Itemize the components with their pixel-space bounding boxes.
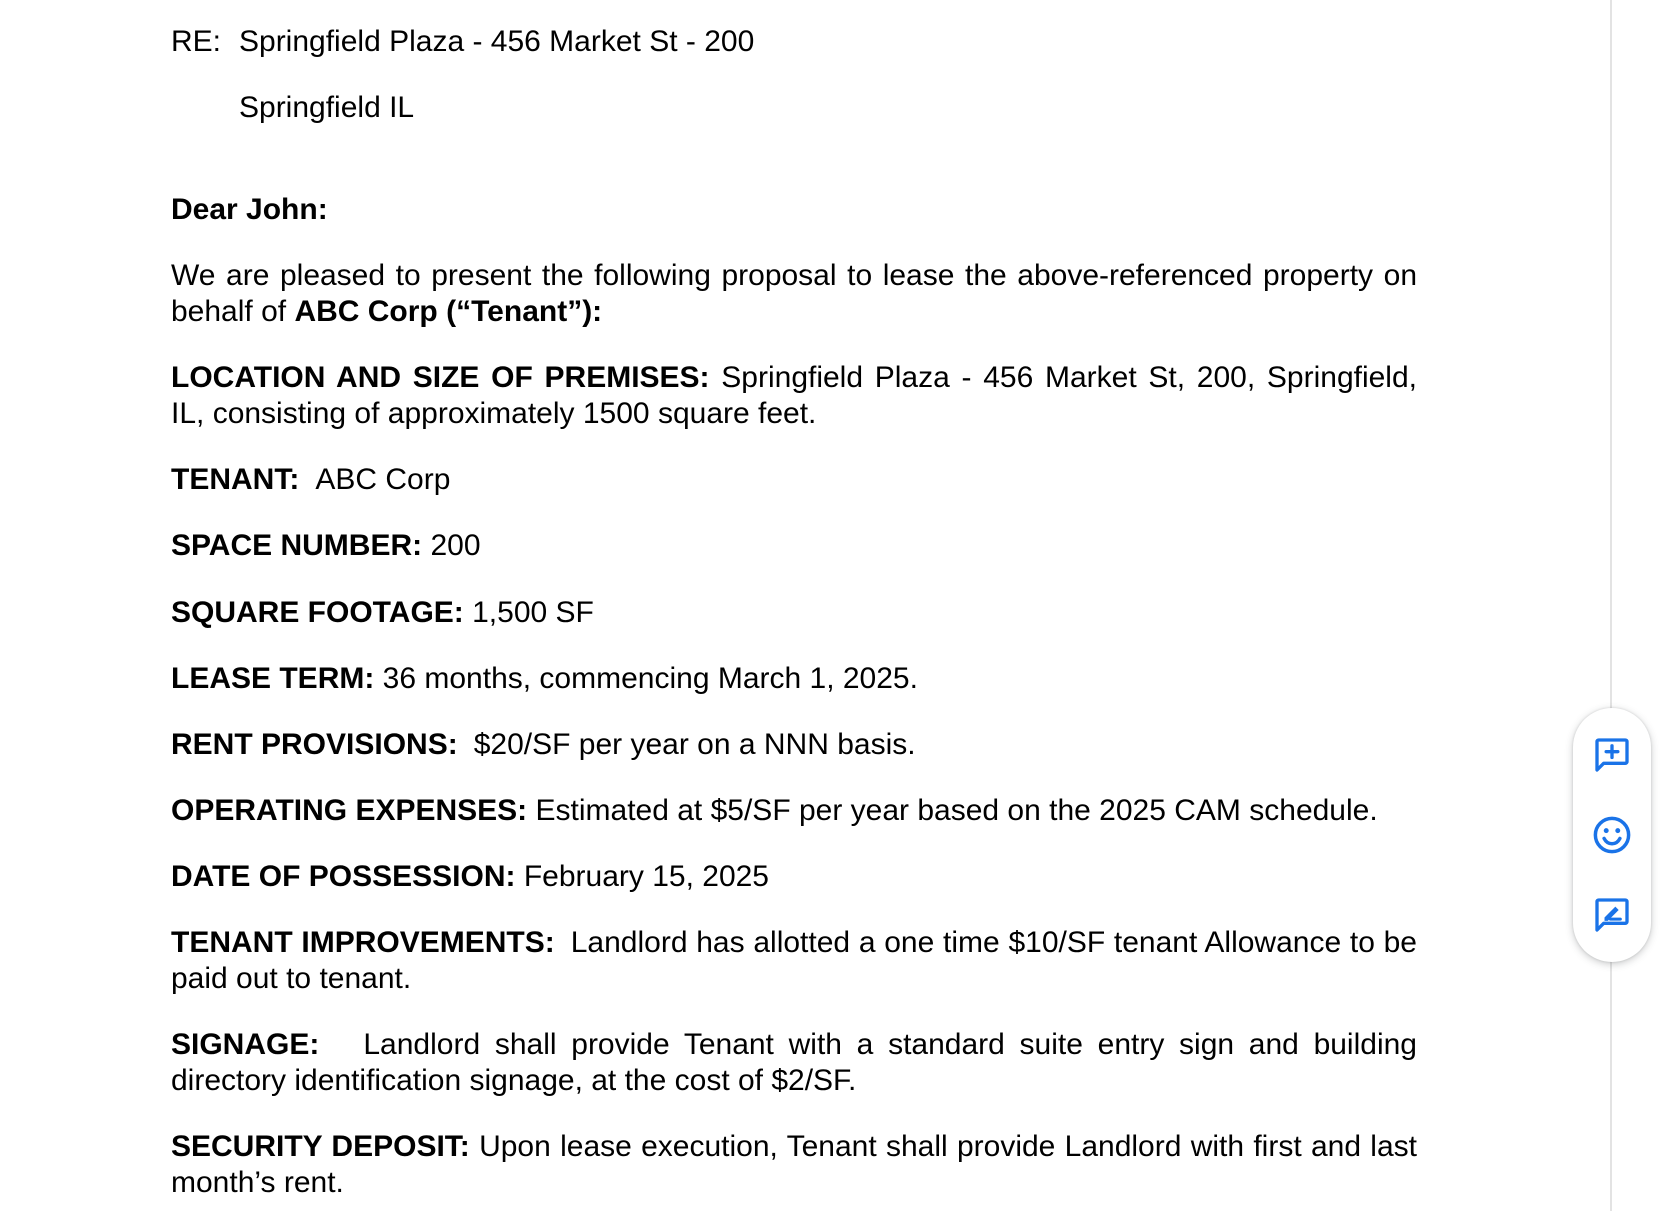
tenant-improvements-paragraph <box>171 925 1417 997</box>
re-label: RE: <box>171 25 222 58</box>
side-action-panel <box>1573 708 1651 962</box>
square-footage-text: 1,500 SF <box>463 596 594 629</box>
intro-text: We are pleased to present the following proposal to lease the above-referenced property on behalf of <box>171 259 1417 328</box>
lease-term-paragraph <box>171 661 1417 697</box>
rent-provisions-paragraph <box>171 727 1417 763</box>
date-of-possession-label: DATE OF POSSESSION: <box>171 860 516 893</box>
tenant-label: TENANT: <box>171 463 300 496</box>
signage-text: Landlord shall provide Tenant with a standard suite entry sign and building directory identification signage, at the cost of $2/SF. <box>171 1028 1417 1097</box>
signage-label: SIGNAGE: <box>171 1028 320 1061</box>
operating-expenses-paragraph <box>171 793 1417 829</box>
location-label: LOCATION AND SIZE OF PREMISES: <box>171 361 710 394</box>
square-footage-paragraph <box>171 595 1417 631</box>
add-comment-icon <box>1592 735 1632 775</box>
date-of-possession-text: February 15, 2025 <box>515 860 769 893</box>
add-emoji-reaction-button[interactable] <box>1584 807 1640 863</box>
rent-provisions-text: $20/SF per year on a NNN basis. <box>473 728 916 761</box>
intro-paragraph <box>171 258 1417 330</box>
security-deposit-text: Upon lease execution, Tenant shall provide Landlord with first and last month’s rent. <box>171 1130 1417 1199</box>
security-deposit-paragraph <box>171 1129 1417 1201</box>
date-of-possession-paragraph <box>171 859 1417 895</box>
square-footage-label: SQUARE FOOTAGE: <box>171 596 464 629</box>
location-paragraph <box>171 360 1417 432</box>
re-property: Springfield Plaza - 456 Market St - 200 <box>239 25 755 58</box>
emoji-reaction-icon <box>1591 814 1633 856</box>
space-number-paragraph <box>171 528 1417 564</box>
operating-expenses-label: OPERATING EXPENSES: <box>171 794 528 827</box>
tenant-text: ABC Corp <box>315 463 451 496</box>
salutation: Dear John: <box>171 193 328 226</box>
space-number-label: SPACE NUMBER: <box>171 529 423 562</box>
document-body[interactable] <box>171 24 1417 1201</box>
space-number-text: 200 <box>422 529 481 562</box>
lease-term-text: 36 months, commencing March 1, 2025. <box>374 662 918 695</box>
re-line <box>171 24 1417 60</box>
signage-paragraph <box>171 1027 1417 1099</box>
suggest-edits-button[interactable] <box>1584 887 1640 943</box>
tenant-paragraph <box>171 462 1417 498</box>
tenant-improvements-label: TENANT IMPROVEMENTS: <box>171 926 555 959</box>
suggest-edits-icon <box>1592 895 1632 935</box>
add-comment-button[interactable] <box>1584 727 1640 783</box>
security-deposit-label: SECURITY DEPOSIT: <box>171 1130 470 1163</box>
intro-tenant-name: ABC Corp (“Tenant”): <box>294 295 603 328</box>
rent-provisions-label: RENT PROVISIONS: <box>171 728 458 761</box>
re-city: Springfield IL <box>239 91 415 124</box>
operating-expenses-text: Estimated at $5/SF per year based on the 2025 CAM schedule. <box>527 794 1378 827</box>
tenant-improvements-text: Landlord has allotted a one time $10/SF tenant Allowance to be paid out to tenant. <box>171 926 1417 995</box>
lease-term-label: LEASE TERM: <box>171 662 375 695</box>
location-text: Springfield Plaza - 456 Market St, 200, Springfield, IL, consisting of approximately 1500 square feet. <box>171 361 1417 430</box>
